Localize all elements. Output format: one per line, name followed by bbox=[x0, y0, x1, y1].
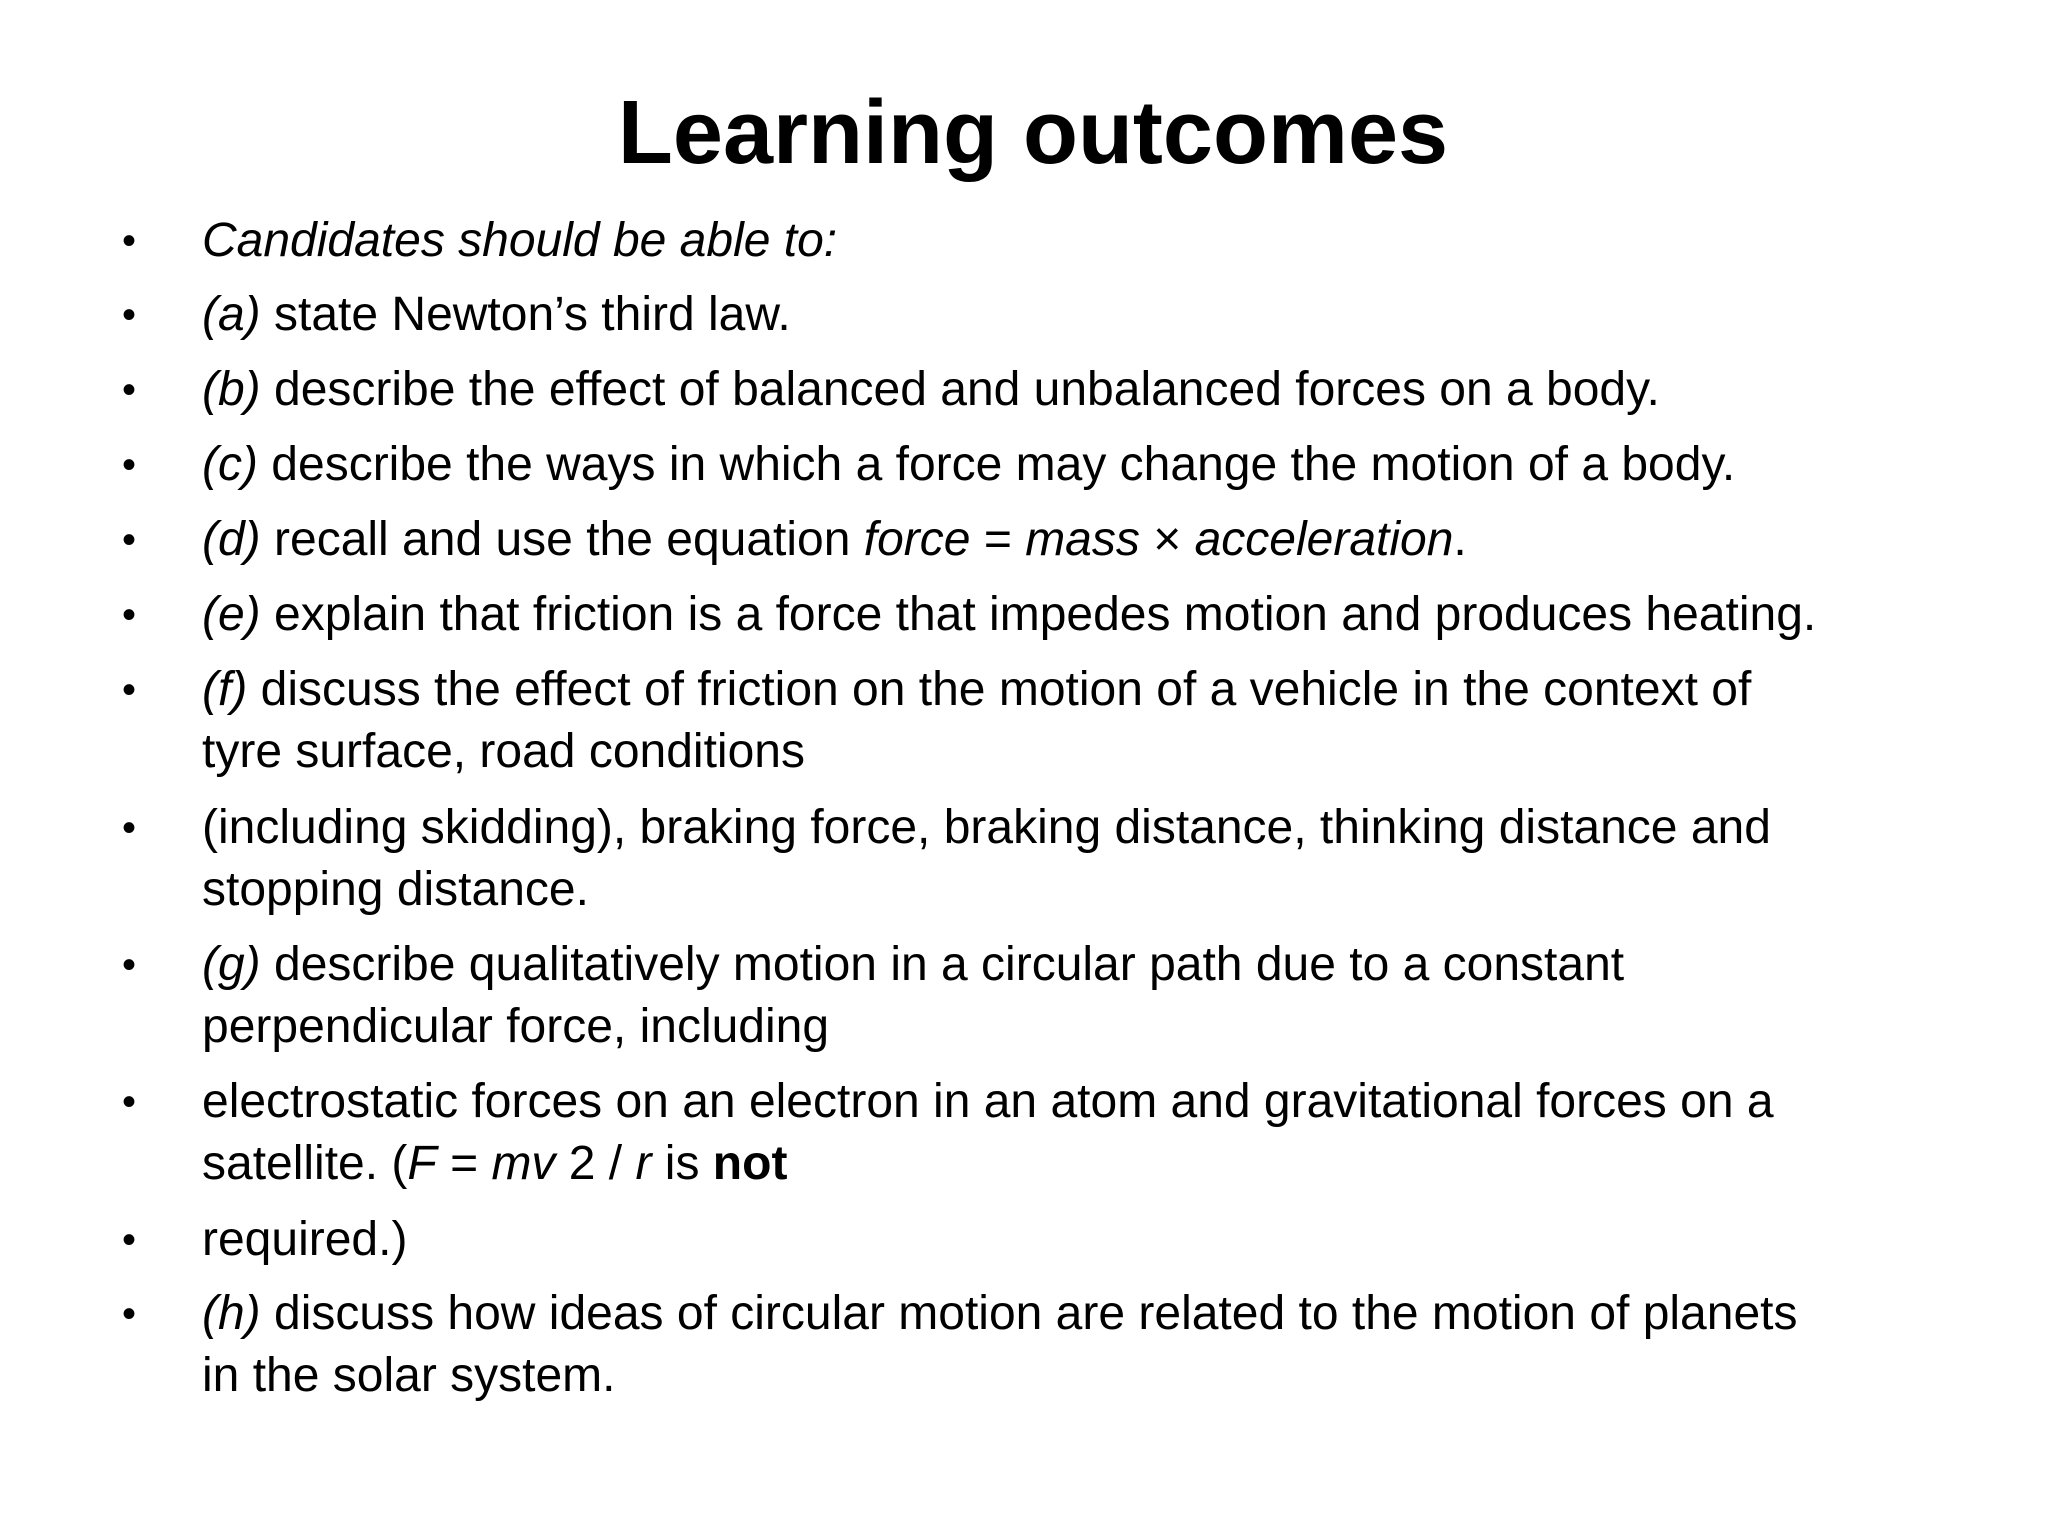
item-label: (g) bbox=[202, 938, 261, 991]
bullet-text bbox=[202, 434, 2002, 496]
bullet-text bbox=[202, 1071, 2002, 1195]
bullet-text bbox=[202, 797, 2002, 921]
bullet-icon: • bbox=[122, 1292, 137, 1336]
bullet-text bbox=[202, 210, 2002, 272]
equation-force: force bbox=[863, 513, 971, 566]
item-text-line2: stopping distance. bbox=[202, 863, 589, 916]
bullet-text bbox=[202, 1209, 2002, 1271]
bullet-icon: • bbox=[122, 668, 137, 712]
bullet-text bbox=[202, 1283, 2002, 1407]
bullet-text bbox=[202, 284, 2002, 346]
bullet-text bbox=[202, 584, 2002, 646]
item-text: discuss how ideas of circular motion are related to the motion of planets bbox=[260, 1287, 1798, 1340]
formula-equals: = bbox=[436, 1137, 492, 1190]
item-label: (e) bbox=[202, 588, 261, 641]
formula-prefix: satellite. ( bbox=[202, 1137, 408, 1190]
intro-text: Candidates should be able to: bbox=[202, 214, 838, 267]
equation-period: . bbox=[1453, 513, 1467, 566]
item-label: (b) bbox=[202, 363, 261, 416]
bullet-icon: • bbox=[122, 943, 137, 987]
item-label: (h) bbox=[202, 1287, 261, 1340]
item-text: state Newton’s third law. bbox=[260, 288, 791, 341]
bullet-icon: • bbox=[122, 1218, 137, 1262]
item-text: explain that friction is a force that impedes motion and produces heating. bbox=[260, 588, 1817, 641]
item-text-line2 bbox=[202, 1133, 2002, 1195]
bullet-icon: • bbox=[122, 518, 137, 562]
equation-times: × bbox=[1139, 513, 1195, 566]
bullet-icon: • bbox=[122, 1080, 137, 1124]
item-text: required.) bbox=[202, 1213, 408, 1266]
formula-middle: 2 / bbox=[555, 1137, 636, 1190]
formula-not: not bbox=[712, 1137, 788, 1190]
bullet-text bbox=[202, 934, 2002, 1058]
item-text: describe qualitatively motion in a circular path due to a constant bbox=[260, 938, 1625, 991]
formula-F: F bbox=[407, 1137, 437, 1190]
item-label: (d) bbox=[202, 513, 261, 566]
bullet-icon: • bbox=[122, 593, 137, 637]
slide-title: Learning outcomes bbox=[617, 83, 1449, 183]
formula-is: is bbox=[651, 1137, 713, 1190]
formula-mv: mv bbox=[491, 1137, 556, 1190]
item-text: describe the ways in which a force may change the motion of a body. bbox=[257, 438, 1736, 491]
item-text-line2: in the solar system. bbox=[202, 1349, 616, 1402]
equation-acceleration: acceleration bbox=[1194, 513, 1454, 566]
item-text: discuss the effect of friction on the motion of a vehicle in the context of bbox=[247, 663, 1752, 716]
item-label: (a) bbox=[202, 288, 261, 341]
item-label: (f) bbox=[202, 663, 248, 716]
item-text-line2: perpendicular force, including bbox=[202, 1000, 830, 1053]
item-text: describe the effect of balanced and unbalanced forces on a body. bbox=[260, 363, 1660, 416]
item-text: recall and use the equation bbox=[260, 513, 864, 566]
bullet-icon: • bbox=[122, 368, 137, 412]
bullet-icon: • bbox=[122, 293, 137, 337]
bullet-text bbox=[202, 359, 2002, 421]
bullet-text bbox=[202, 659, 2002, 783]
bullet-icon: • bbox=[122, 219, 137, 263]
bullet-icon: • bbox=[122, 443, 137, 487]
item-label: (c) bbox=[202, 438, 258, 491]
equation-equals: = bbox=[970, 513, 1026, 566]
formula-r: r bbox=[635, 1137, 652, 1190]
equation-mass: mass bbox=[1025, 513, 1140, 566]
item-text: (including skidding), braking force, braking distance, thinking distance and bbox=[202, 801, 1771, 854]
item-text: electrostatic forces on an electron in an atom and gravitational forces on a bbox=[202, 1075, 1774, 1128]
item-text-line2: tyre surface, road conditions bbox=[202, 725, 805, 778]
bullet-icon: • bbox=[122, 806, 137, 850]
bullet-text bbox=[202, 509, 2002, 571]
